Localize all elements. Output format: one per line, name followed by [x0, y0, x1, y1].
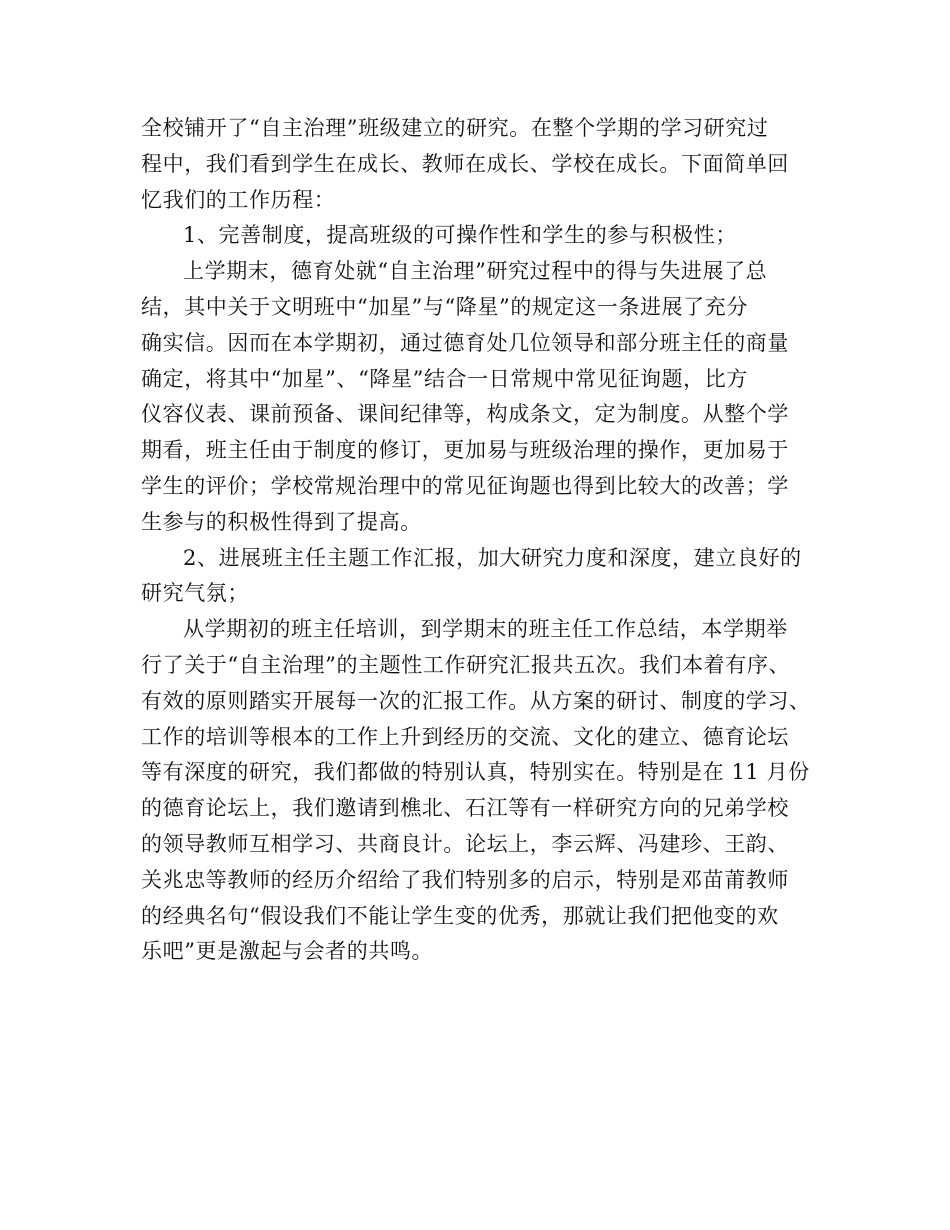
document-body: [141, 111, 821, 970]
text-line: 期看，班主任由于制度的修订，更加易与班级治理的操作，更加易于: [141, 438, 789, 463]
text-line: 仪容仪表、课前预备、课间纪律等，构成条文，定为制度。从整个学: [141, 402, 789, 427]
text-line: 行了关于“自主治理”的主题性工作研究汇报共五次。我们本着有序、: [141, 652, 791, 677]
text-line: 学生的评价；学校常规治理中的常见征询题也得到比较大的改善；学: [141, 473, 789, 498]
text-line: 结，其中关于文明班中“加星”与“降星”的规定这一条进展了充分: [141, 294, 748, 319]
text-line: 有效的原则踏实开展每一次的汇报工作。从方案的研讨、制度的学习、: [141, 688, 811, 713]
text-line: 乐吧”更是激起与会者的共鸣。: [141, 939, 434, 964]
text-line: 程中，我们看到学生在成长、教师在成长、学校在成长。下面简单回: [141, 151, 789, 176]
text-line: 关兆忠等教师的经历介绍给了我们特别多的启示，特别是邓苗莆教师: [141, 867, 789, 892]
text-line: 上学期末，德育处就“自主治理”研究过程中的得与失进展了总: [183, 259, 768, 284]
text-line: 工作的培训等根本的工作上升到经历的交流、文化的建立、德育论坛: [141, 724, 789, 749]
text-line: 确实信。因而在本学期初，通过德育处几位领导和部分班主任的商量: [141, 330, 789, 355]
text-line: 忆我们的工作历程：: [141, 187, 336, 212]
text-line: 的经典名句“假设我们不能让学生变的优秀，那就让我们把他变的欢: [141, 903, 779, 928]
text-line: 1、完善制度，提高班级的可操作性和学生的参与积极性；: [183, 223, 737, 248]
text-line: 研究气氛；: [141, 581, 249, 606]
text-line: 生参与的积极性得到了提高。: [141, 509, 422, 534]
text-line: 等有深度的研究，我们都做的特别认真，特别实在。特别是在 11 月份: [141, 760, 810, 785]
text-line: 2、进展班主任主题工作汇报，加大研究力度和深度，建立良好的: [183, 545, 802, 570]
text-line: 全校铺开了“自主治理”班级建立的研究。在整个学期的学习研究过: [141, 116, 769, 140]
text-line: 确定，将其中“加星”、“降星”结合一日常规中常见征询题，比方: [141, 366, 748, 391]
text-line: 的德育论坛上，我们邀请到樵北、石江等有一样研究方向的兄弟学校: [141, 796, 789, 821]
text-line: 的领导教师互相学习、共商良计。论坛上，李云辉、冯建珍、王韵、: [141, 831, 789, 856]
text-line: 从学期初的班主任培训，到学期末的班主任工作总结，本学期举: [183, 617, 788, 642]
